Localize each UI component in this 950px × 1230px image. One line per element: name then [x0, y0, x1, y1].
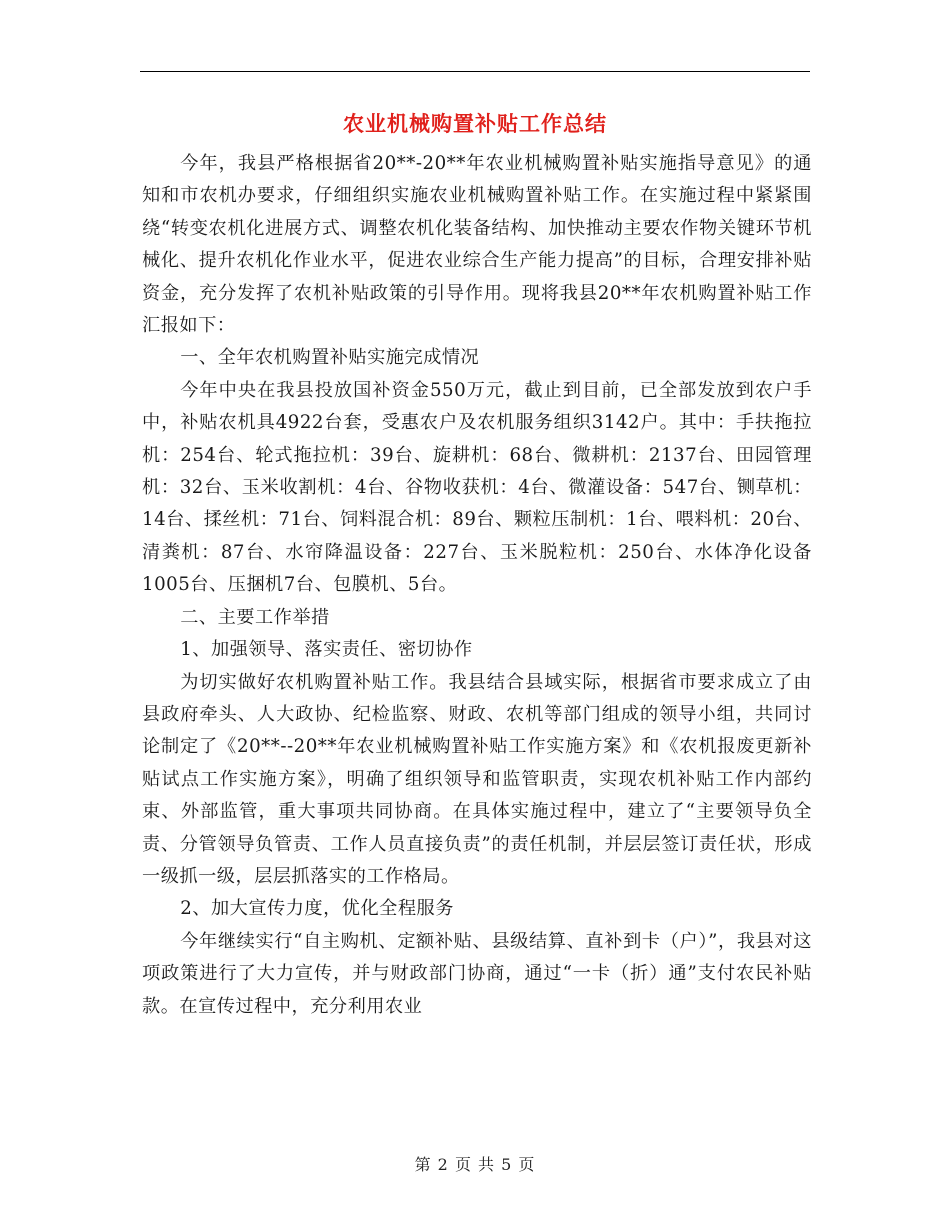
paragraph-leadership: 为切实做好农机购置补贴工作。我县结合县域实际，根据省市要求成立了由县政府牵头、人大政协、纪检监察、财政、农机等部门组成的领导小组，共同讨论制定了《20**--20**年农业机械购置补贴工作实施方案》和《农机报废更新补贴试点工作实施方案》，明确了组织领导和监管职责，实现农机补贴工作内部约束、外部监管，重大事项共同协商。在具体实施过程中，建立了“主要领导负全责、分管领导负管责、工作人员直接负责”的责任机制，并层层签订责任状，形成一级抓一级，层层抓落实的工作格局。 [142, 671, 812, 887]
paragraph-publicity: 今年继续实行“自主购机、定额补贴、县级结算、直补到卡（户）”，我县对这项政策进行了大力宣传，并与财政部门协商，通过“一卡（折）通”支付农民补贴款。在宣传过程中，充分利用农业 [142, 930, 812, 1017]
subheading-2: 2、加大宣传力度，优化全程服务 [180, 898, 454, 920]
page-number: 第 2 页 共 5 页 [414, 1155, 536, 1174]
paragraph-intro: 今年，我县严格根据省20**-20**年农业机械购置补贴实施指导意见》的通知和市农机办要求，仔细组织实施农业机械购置补贴工作。在实施过程中紧紧围绕“转变农机化进展方式、调整农机化装备结构、加快推动主要农作物关键环节机械化、提升农机化作业水平，促进农业综合生产能力提高”的目标，合理安排补贴资金，充分发挥了农机补贴政策的引导作用。现将我县20**年农机购置补贴工作汇报如下： [142, 153, 812, 337]
section-heading-2: 二、主要工作举措 [180, 606, 330, 628]
document-title: 农业机械购置补贴工作总结 [343, 111, 607, 136]
header-rule [140, 71, 810, 72]
subheading-1: 1、加强领导、落实责任、密切协作 [180, 639, 473, 661]
paragraph-completion: 今年中央在我县投放国补资金550万元，截止到目前，已全部发放到农户手中，补贴农机具4922台套，受惠农户及农机服务组织3142户。其中：手扶拖拉机：254台、轮式拖拉机：39台、旋耕机：68台、微耕机：2137台、田园管理机：32台、玉米收割机：4台、谷物收获机：4台、微灌设备：547台、铡草机：14台、揉丝机：71台、饲料混合机：89台、颗粒压制机：1台、喂料机：20台、清粪机：87台、水帘降温设备：227台、玉米脱粒机：250台、水体净化设备1005台、压捆机7台、包膜机、5台。 [142, 379, 812, 596]
document-body [142, 148, 812, 1023]
section-heading-1: 一、全年农机购置补贴实施完成情况 [180, 347, 480, 369]
